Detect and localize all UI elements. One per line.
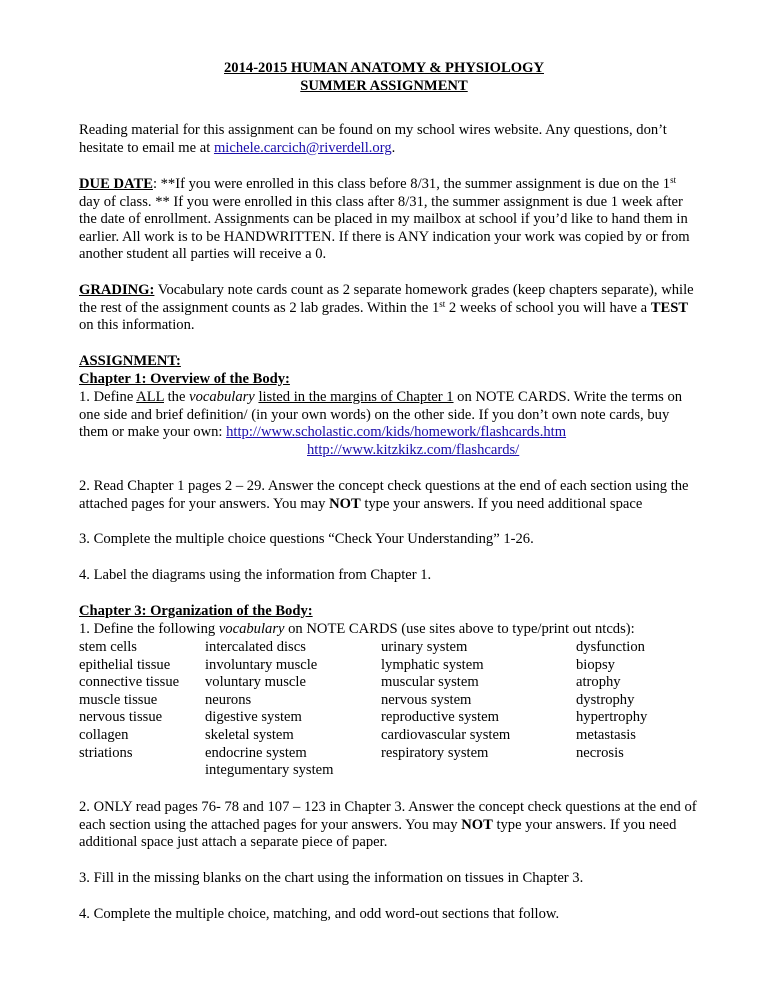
vocab-term: muscle tissue [79, 691, 158, 708]
ch1-item2-text-a: 2. Read Chapter 1 pages 2 – 29. Answer the concept check questions at the end of each section using the attached pages for your answers. You may [79, 478, 689, 512]
ch1-item2-not: NOT [329, 495, 361, 512]
vocab-row [79, 692, 696, 710]
vocab-term: lymphatic system [381, 656, 484, 673]
ch3-item2-text-c: type your answers. If you need additional space just attach a separate piece of paper. [79, 816, 677, 851]
ch3-item1-vocabulary: vocabulary [218, 621, 285, 637]
intro-paragraph [79, 122, 699, 157]
assignment-heading: ASSIGNMENT: [79, 353, 181, 369]
vocab-term: neurons [205, 691, 252, 708]
vocab-row [79, 745, 696, 763]
vocab-term [79, 762, 205, 780]
page-subtitle: SUMMER ASSIGNMENT [300, 78, 468, 94]
vocab-term: nervous system [381, 691, 472, 708]
vocab-row [79, 762, 696, 780]
chapter3-item4: 4. Complete the multiple choice, matching, and odd word-out sections that follow. [79, 906, 560, 922]
due-sup: st [670, 175, 677, 185]
due-date-label: DUE DATE [79, 176, 153, 192]
ch1-item1-text-a: 1. Define [79, 389, 137, 405]
vocab-term: epithelial tissue [79, 656, 171, 673]
vocab-term: integumentary system [205, 762, 334, 779]
chapter1-item2 [79, 478, 699, 513]
ch3-item2-not: NOT [461, 816, 493, 833]
ch1-item1-text-g: on NOTE CARDS. Write the terms on one side and brief definition/ (in your own words) on the other side. If you don’t own note cards, buy them or make your own: [79, 389, 683, 441]
vocab-row [79, 639, 696, 657]
vocab-term: cardiovascular system [381, 726, 511, 743]
due-date-paragraph [79, 176, 699, 264]
grading-text-3: on this information. [79, 317, 195, 334]
vocab-table-wrap [79, 639, 699, 780]
grading-text-1: Vocabulary note cards count as 2 separate homework grades (keep chapters separate), while the rest of the assignment counts as 2 lab grades. Within the 1 [79, 282, 694, 316]
chapter3-item2 [79, 799, 699, 852]
grading-paragraph [79, 282, 699, 335]
intro-text: Reading material for this assignment can be found on my school wires website. Any questions, don’t hesitate to email me at [79, 122, 667, 156]
ch3-item1-text-c: on NOTE CARDS (use sites above to type/print out ntcds): [284, 621, 635, 637]
vocab-term: striations [79, 744, 133, 761]
ch3-item1-text-a: 1. Define the following [79, 621, 219, 637]
vocab-term [381, 762, 576, 780]
vocab-term: metastasis [576, 726, 636, 743]
vocab-term: atrophy [576, 674, 621, 691]
vocab-term: urinary system [381, 639, 468, 655]
vocab-term: dystrophy [576, 691, 635, 708]
vocab-term: stem cells [79, 639, 137, 655]
grading-text-2: 2 weeks of school you will have a [445, 299, 651, 316]
chapter3-heading: Chapter 3: Organization of the Body: [79, 603, 313, 619]
grading-label: GRADING: [79, 282, 155, 298]
vocab-term: necrosis [576, 744, 624, 761]
page-title: 2014-2015 HUMAN ANATOMY & PHYSIOLOGY [224, 60, 544, 76]
vocab-term: skeletal system [205, 726, 294, 743]
vocab-term: digestive system [205, 709, 302, 726]
vocab-term: connective tissue [79, 674, 180, 691]
ch1-item1-vocabulary: vocabulary [189, 389, 255, 405]
ch3-item2-text-a: 2. ONLY read pages 76- 78 and 107 – 123 in Chapter 3. Answer the concept check questions at the end of each section using the attached pages for your answers. You may [79, 799, 697, 833]
vocab-term: biopsy [576, 656, 615, 673]
flashcards-link-scholastic[interactable]: http://www.scholastic.com/kids/homework/flashcards.htm [226, 424, 567, 441]
vocab-row [79, 674, 696, 692]
chapter1-item1 [79, 389, 699, 459]
chapter3-item3: 3. Fill in the missing blanks on the chart using the information on tissues in Chapter 3. [79, 870, 584, 886]
grading-sup: st [439, 298, 446, 309]
vocab-term: nervous tissue [79, 709, 163, 726]
chapter1-heading: Chapter 1: Overview of the Body: [79, 371, 290, 387]
vocab-term [576, 762, 696, 780]
vocab-term: voluntary muscle [205, 674, 306, 691]
flashcards-link-kitzkikz[interactable]: http://www.kitzkikz.com/flashcards/ [307, 441, 520, 458]
vocab-term: hypertrophy [576, 709, 648, 726]
email-link[interactable]: michele.carcich@riverdell.org [213, 139, 392, 156]
vocab-term: intercalated discs [205, 639, 306, 655]
vocab-term: involuntary muscle [205, 656, 318, 673]
intro-period: . [391, 139, 396, 156]
vocab-term: endocrine system [205, 744, 307, 761]
vocab-row [79, 657, 696, 675]
due-text-1: : **If you were enrolled in this class before 8/31, the summer assignment is due on the 1 [152, 176, 671, 192]
grading-test-word: TEST [650, 299, 689, 316]
vocab-table [79, 639, 696, 780]
chapter1-item3: 3. Complete the multiple choice questions “Check Your Understanding” 1-26. [79, 531, 534, 547]
due-text-2: day of class. ** If you were enrolled in this class after 8/31, the summer assignment is due 1 week after the date of enrollment. Assignments can be placed in my mailbox at school if you’d like to hand them in earlier. All work is to be HANDWRITTEN. If there is ANY indication your work was copied by or from another student all parties will receive a 0. [79, 193, 690, 263]
vocab-term: reproductive system [381, 709, 499, 726]
ch1-item1-margins: listed in the margins of Chapter 1 [258, 389, 454, 405]
chapter3-item1 [79, 621, 699, 639]
vocab-term: collagen [79, 726, 129, 743]
ch1-item1-all: ALL [136, 389, 164, 405]
vocab-row [79, 709, 696, 727]
ch1-item2-text-c: type your answers. If you need additional space [360, 495, 643, 512]
vocab-table-body [79, 639, 696, 780]
vocab-term: respiratory system [381, 744, 489, 761]
ch1-item1-text-c: the [163, 389, 190, 405]
chapter1-item4: 4. Label the diagrams using the information from Chapter 1. [79, 567, 432, 583]
vocab-row [79, 727, 696, 745]
vocab-term: muscular system [381, 674, 479, 691]
vocab-term: dysfunction [576, 639, 645, 655]
